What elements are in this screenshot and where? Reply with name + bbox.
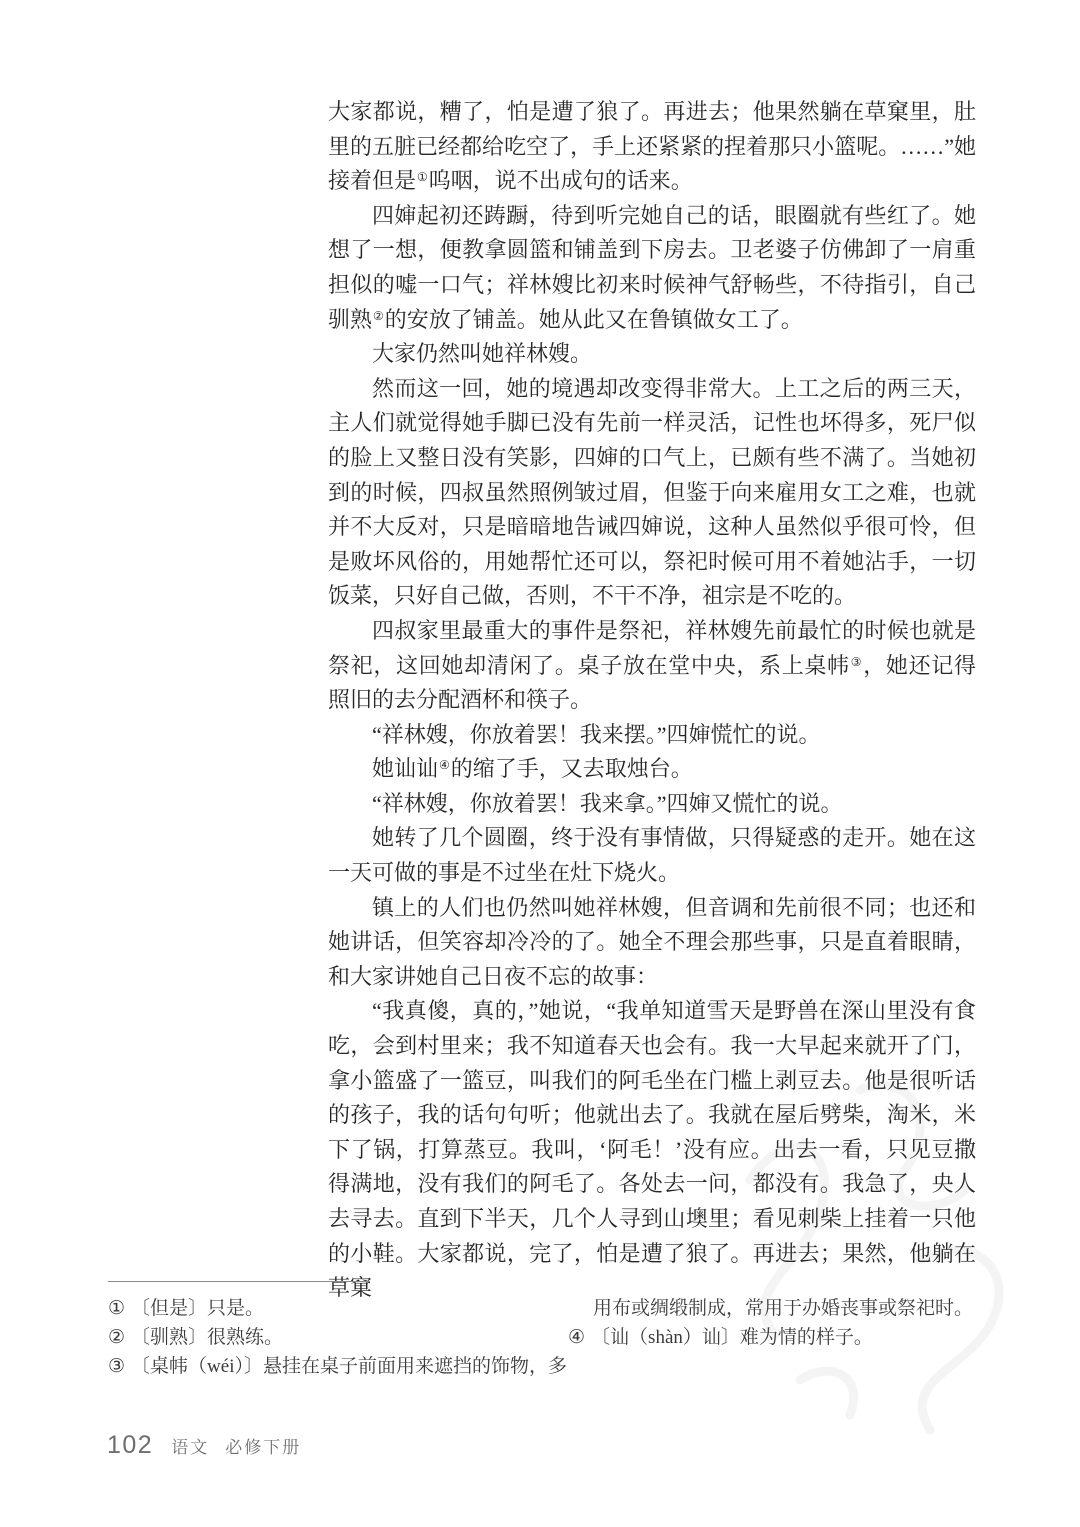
footnote-item: 用布或绸缎制成，常用于办婚丧事或祭祀时。 — [593, 1298, 974, 1319]
paragraph: “我真傻，真的，”她说，“我单知道雪天是野兽在深山里没有食吃，会到村里来；我不知道春天也会有。我一大早起来就开了门，拿小篮盛了一篮豆，叫我们的阿毛坐在门槛上剥豆去。他是很听话的孩子，我的话句句听；他就出去了。我就在屋后劈柴，淘米，米下了锅，打算蒸豆。我叫，‘阿毛！’没有应。出去一看，只见豆撒得满地，没有我们的阿毛了。各处去一问，都没有。我急了，央人去寻去。直到下半天，几个人寻到山墺里；看见刺柴上挂着一只他的小鞋。大家都说，完了，怕是遭了狼了。再进去；果然，他躺在草窠 — [328, 998, 976, 1301]
footnote-marker: ② — [108, 1327, 126, 1348]
paragraph: 她转了几个圆圈，终于没有事情做，只得疑惑的走开。她在这一天可做的事是不过坐在灶下烧火。 — [328, 825, 976, 886]
footnotes-left — [108, 1294, 567, 1381]
footnote-ref: ③ — [850, 654, 863, 669]
paragraph: “祥林嫂，你放着罢！我来拿。”四婶又慌忙的说。 — [372, 790, 843, 816]
footnote-item: ④ 〔讪（shàn）讪〕难为情的样子。 — [568, 1327, 873, 1348]
paragraph: 然而这一回，她的境遇却改变得非常大。上工之后的两三天，主人们就觉得她手脚已没有先前一样灵活，记性也坏得多，死尸似的脸上又整日没有笑影，四婶的口气上，已颇有些不满了。当她初到的时候，四叔虽然照例皱过眉，但鉴于向来雇用女工之难，也就并不大反对，只是暗暗地告诫四婶说，这种人虽然似乎很可怜，但是败坏风俗的，用她帮忙还可以，祭祀时候可用不着她沾手，一切饭菜，只好自己做，否则，不干不净，祖宗是不吃的。 — [328, 375, 976, 609]
footnote-ref: ① — [417, 170, 428, 185]
paragraph: 四叔家里最重大的事件是祭祀，祥林嫂先前最忙的时候也就是祭祀，这回她却清闲了。桌子放在堂中央，系上桌帏③，她还记得照旧的去分配酒杯和筷子。 — [328, 617, 976, 713]
footnote-ref: ② — [373, 308, 384, 323]
paragraph: 大家都说，糟了，怕是遭了狼了。再进去；他果然躺在草窠里，肚里的五脏已经都给吃空了，手上还紧紧的捏着那只小篮呢。……”她接着但是①呜咽，说不出成句的话来。 — [328, 99, 976, 194]
paragraph: “祥林嫂，你放着罢！我来摆。”四婶慌忙的说。 — [372, 721, 821, 747]
footnote-ref: ④ — [439, 758, 450, 773]
footnote-item: ③ 〔桌帏（wéi）〕悬挂在桌子前面用来遮挡的饰物，多 — [108, 1356, 567, 1377]
page-footer — [107, 1431, 301, 1460]
subject-label: 语文 — [171, 1438, 210, 1457]
paragraph: 镇上的人们也仍然叫她祥林嫂，但音调和先前很不同；也还和她讲话，但笑容却冷冷的了。她全不理会那些事，只是直着眼睛，和大家讲她自己日夜不忘的故事： — [328, 894, 976, 989]
volume-label: 必修下册 — [225, 1438, 302, 1457]
footnote-item: ① 〔但是〕只是。 — [108, 1298, 265, 1319]
paragraph: 她讪讪④的缩了手，又去取烛台。 — [372, 756, 693, 782]
footnote-separator — [108, 1281, 370, 1282]
footnotes-right — [568, 1294, 973, 1352]
page-number: 102 — [107, 1431, 154, 1459]
paragraph: 大家仍然叫她祥林嫂。 — [372, 341, 593, 367]
footnote-marker: ① — [108, 1298, 126, 1319]
footnote-marker: ③ — [108, 1356, 126, 1377]
paragraph: 四婶起初还踌蹰，待到听完她自己的话，眼圈就有些红了。她想了一想，便教拿圆篮和铺盖到下房去。卫老婆子仿佛卸了一肩重担似的嘘一口气；祥林嫂比初来时候神气舒畅些，不待指引，自己驯熟②的安放了铺盖。她从此又在鲁镇做女工了。 — [328, 202, 976, 332]
body-text — [328, 95, 976, 1306]
footnote-marker: ④ — [568, 1327, 586, 1348]
footnote-item: ② 〔驯熟〕很熟练。 — [108, 1327, 284, 1348]
